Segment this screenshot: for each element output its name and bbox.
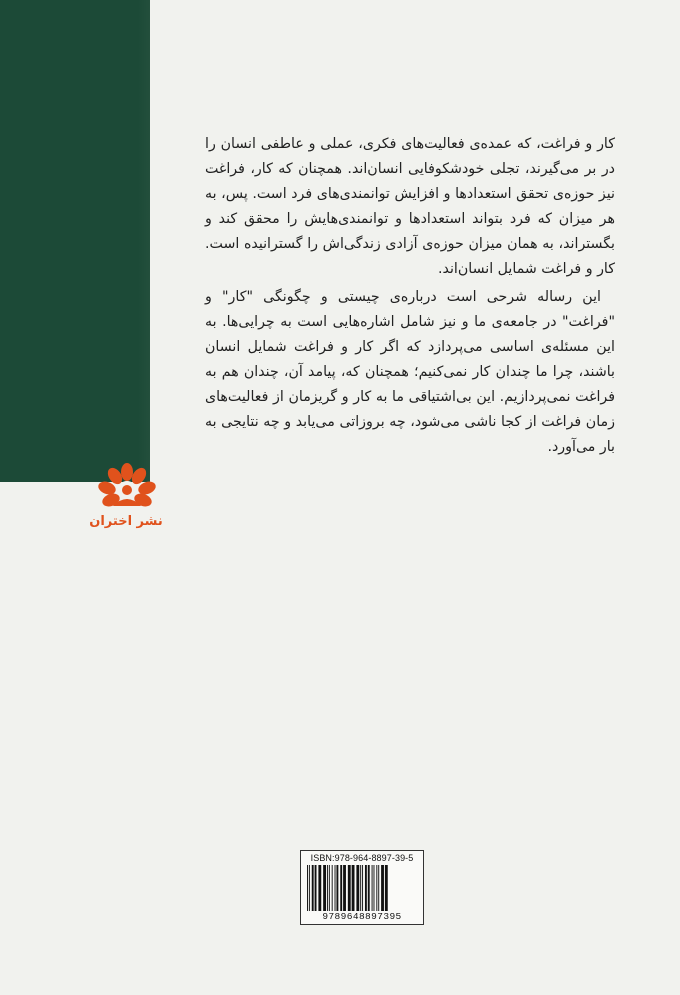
publisher-name: نشر اختران [89,514,163,529]
barcode-bar [368,865,370,911]
green-band [0,0,150,482]
isbn-barcode [300,850,424,925]
barcode-bar [343,865,346,911]
barcode-bar [360,865,361,911]
barcode-bar [329,865,330,911]
barcode-bar [332,865,333,911]
blurb-paragraph-1: کار و فراغت، که عمده‌ی فعالیت‌های فکری، عملی و عاطفی انسان را در بر می‌گیرند، تجلی خودشکوفایی انسان‌اند. همچنان که کار، فراغت نیز حوزه‌ی تحقق استعدادها و افزایش توانمندی‌های فرد است. پس، به هر میزان که فرد بتواند استعدادها و توانمندی‌هایش را محقق کند و بگستراند، به همان میزان حوزه‌ی آزادی زندگی‌اش را گسترانیده است. کار و فراغت شمایل انسان‌اند. [205,136,615,277]
barcode-bar [356,865,359,911]
barcode-bar [315,865,317,911]
barcode-bar [385,865,388,911]
barcode-bar [376,865,377,911]
barcode-bar [327,865,328,911]
isbn-label: ISBN:978-964-8897-39-5 [310,853,414,863]
barcode-bar [352,865,355,911]
barcode-bar [378,865,379,911]
barcode-bar [336,865,338,911]
barcode-bar [362,865,363,911]
barcode-bar [312,865,314,911]
barcode-bar [323,865,326,911]
barcode-bar [381,865,384,911]
barcode-bars [306,865,418,911]
blurb-text [205,132,615,460]
green-band-edge [138,0,150,482]
barcode-bar [318,865,321,911]
barcode-bar [340,865,342,911]
blurb-paragraph-2: این رساله شرحی است درباره‌ی چیستی و چگونگی "کار" و "فراغت" در جامعه‌ی ما و نیز شامل اشاره‌هایی است به چرایی‌ها. به این مسئله‌ی اساسی می‌پردازد که اگر کار و فراغت شمایل انسان باشند، چرا ما چندان کار نمی‌کنیم؛ همچنان که، پیامد آن، چندان هم به فراغت نمی‌پردازیم. این بی‌اشتیاقی ما به کار و گریزمان از فعالیت‌های زمان فراغت از کجا ناشی می‌شود، چه بروزاتی می‌یابد و چه نتایجی به بار می‌آورد. [205,289,615,455]
barcode-bar [307,865,308,911]
barcode-bar [374,865,375,911]
barcode-bar [348,865,351,911]
barcode-bar [372,865,373,911]
barcode-digits: 9789648897395 [322,911,402,922]
barcode-bar [365,865,367,911]
barcode-bar [309,865,310,911]
sunflower-logo-icon [95,462,159,512]
barcode-bar [335,865,336,911]
